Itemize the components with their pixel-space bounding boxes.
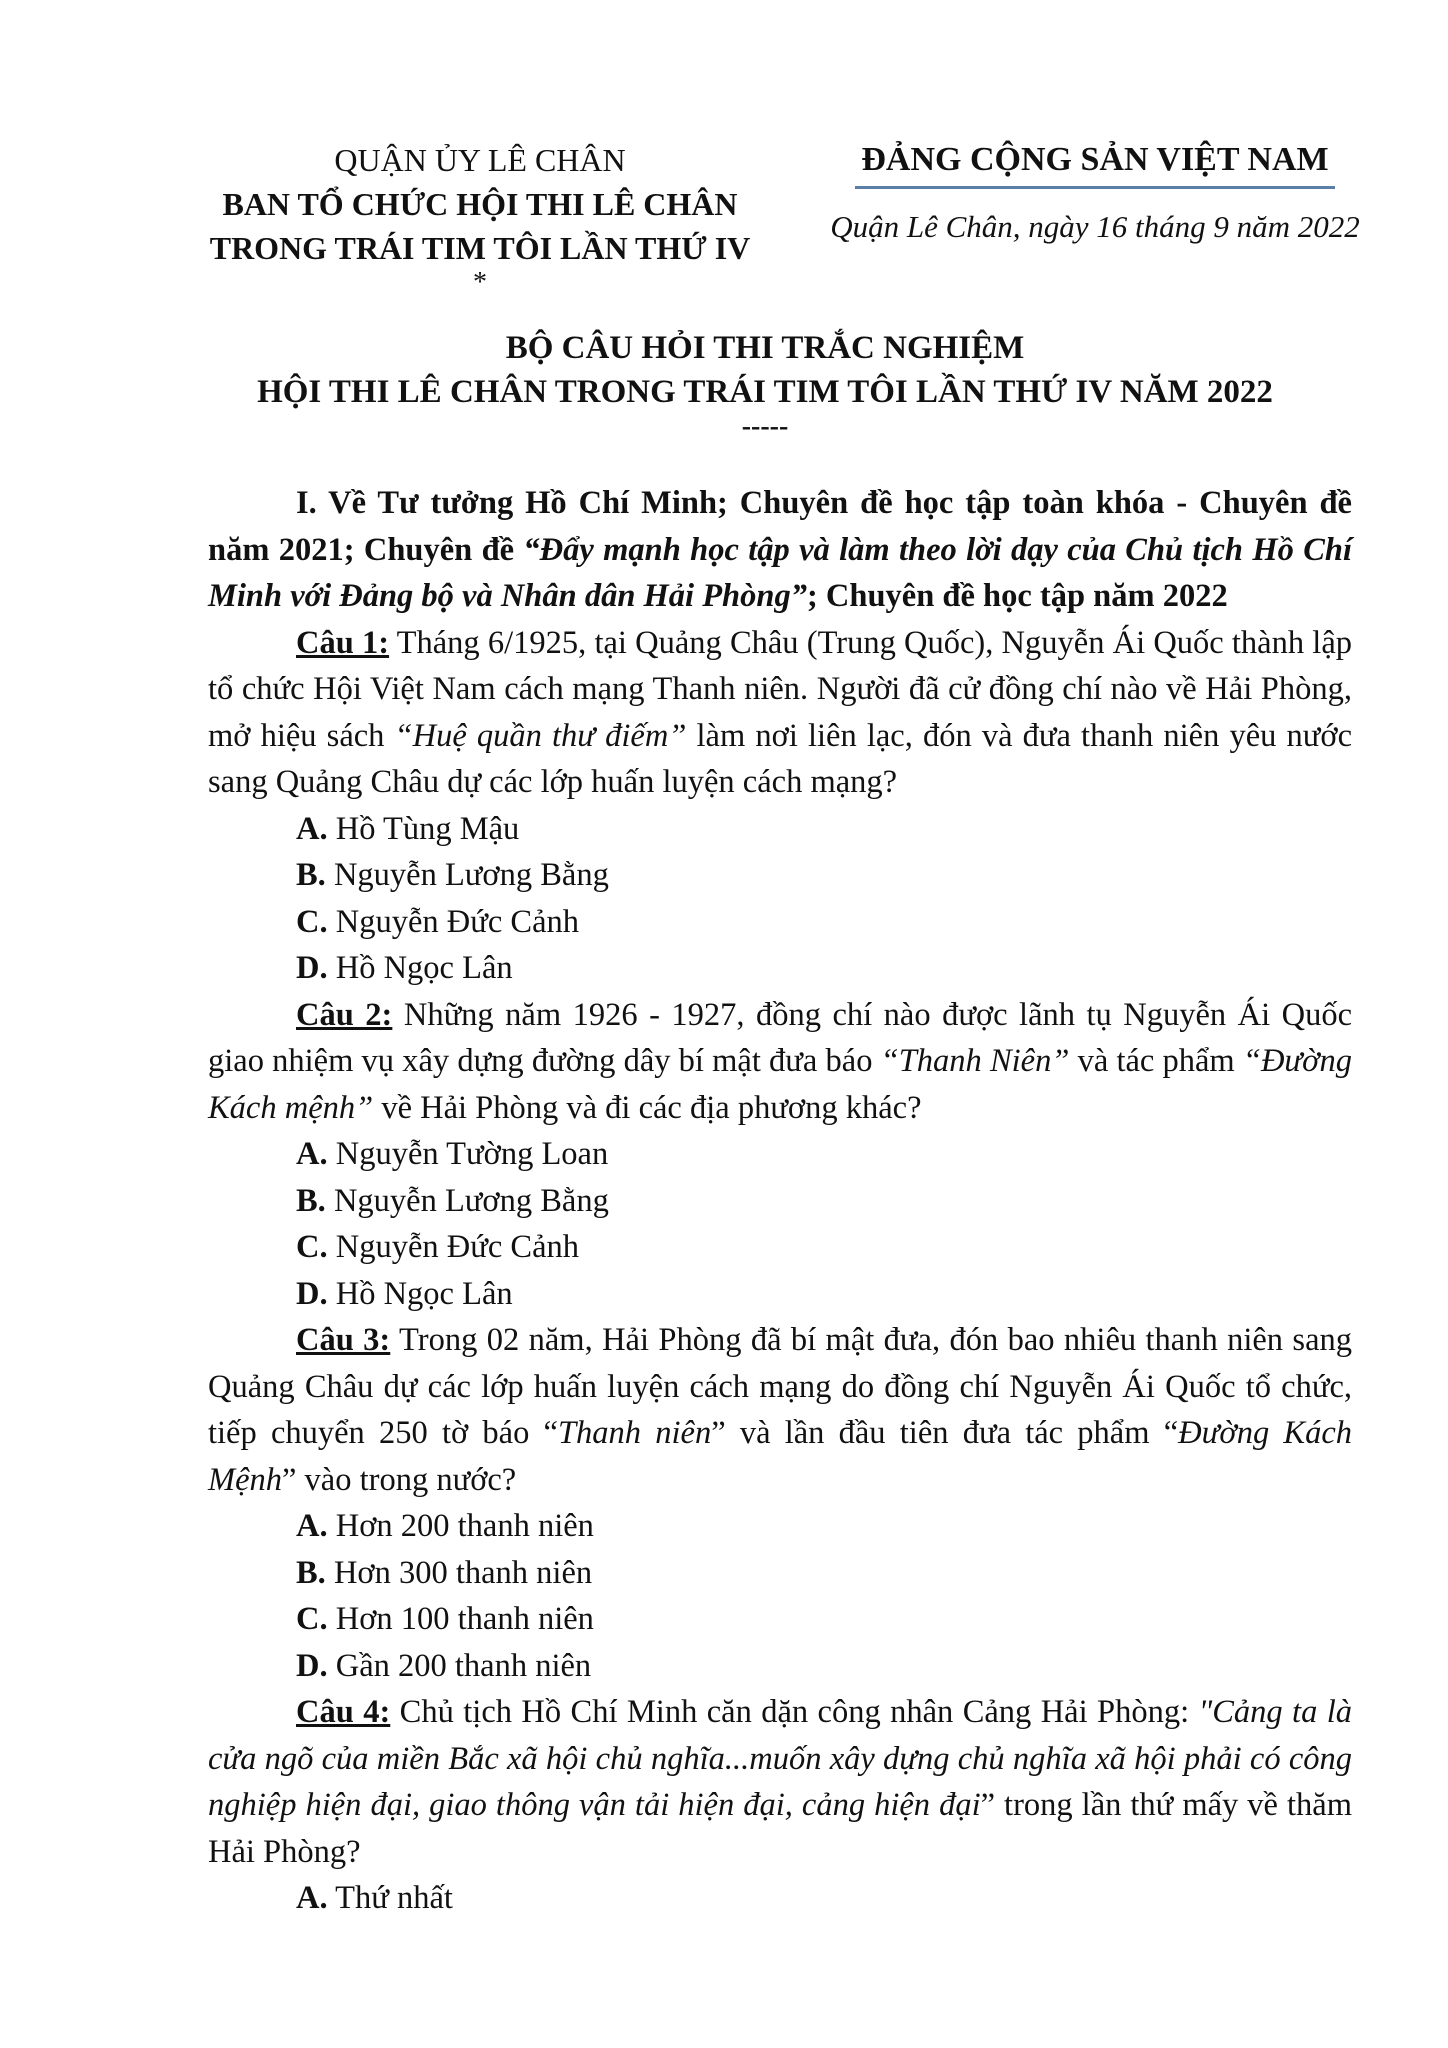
section-heading-italic: “Đẩy mạnh học tập và làm theo lời dạy của Chủ tịch Hồ Chí Minh với Đảng bộ và Nhân dân Hải Phòng” — [208, 531, 1352, 614]
option-text: Hồ Ngọc Lân — [327, 1275, 513, 1312]
question-text-italic: “Thanh Niên” — [880, 1043, 1070, 1079]
option-letter: C. — [296, 1601, 328, 1637]
question-label: Câu 3: — [296, 1322, 391, 1358]
option-text: Nguyễn Đức Cảnh — [327, 1229, 579, 1265]
option-text: Hơn 300 thanh niên — [325, 1554, 593, 1591]
section-heading — [208, 480, 1352, 620]
question-label: Câu 4: — [296, 1694, 391, 1730]
question-text-italic: Thanh niên — [557, 1415, 712, 1451]
option — [208, 1643, 1352, 1690]
option-letter: B. — [296, 857, 326, 893]
question-text: Tháng 6/1925, tại Quảng Châu (Trung Quốc), Nguyễn Ái Quốc thành lập tổ chức Hội Việt Nam cách mạng Thanh niên. Người đã cử đồng chí nào về Hải Phòng, mở hiệu sách — [208, 624, 1352, 754]
section-heading-text: I. Về Tư tưởng Hồ Chí Minh; Chuyên đề học tập toàn khóa - Chuyên đề năm 2021; Chuyên đề — [208, 485, 1352, 568]
option — [208, 1131, 1352, 1178]
question-text: và tác phẩm — [1069, 1043, 1243, 1079]
option-letter: C. — [296, 903, 328, 940]
question-3 — [208, 1317, 1352, 1503]
issuer-block — [180, 138, 780, 296]
option-text: Gần 200 thanh niên — [327, 1647, 592, 1684]
option — [208, 1596, 1352, 1643]
option — [208, 1875, 1352, 1922]
question-label: Câu 2: — [296, 996, 393, 1033]
question-text: Những năm 1926 - 1927, đồng chí nào được lãnh tụ Nguyễn Ái Quốc giao nhiệm vụ xây dựng đường dây bí mật đưa báo — [208, 996, 1352, 1079]
question-text: Trong 02 năm, Hải Phòng đã bí mật đưa, đón bao nhiêu thanh niên sang Quảng Châu dự các lớp huấn luyện cách mạng do đồng chí Nguyễn Ái Quốc tổ chức, tiếp chuyển 250 tờ báo “ — [208, 1322, 1352, 1451]
option-text: Nguyễn Tường Loan — [327, 1136, 609, 1172]
option — [208, 1550, 1352, 1597]
option-letter: C. — [296, 1229, 328, 1265]
title-line-1: BỘ CÂU HỎI THI TRẮC NGHIỆM — [505, 330, 1025, 366]
option — [208, 1503, 1352, 1550]
question-text: Chủ tịch Hồ Chí Minh căn dặn công nhân Cảng Hải Phòng: — [390, 1694, 1199, 1730]
option-text: Hồ Ngọc Lân — [327, 950, 513, 986]
question-text: làm nơi liên lạc, đón và đưa thanh niên yêu nước sang Quảng Châu dự các lớp huấn luyện cách mạng? — [208, 717, 1352, 800]
question-text: ” vào trong nước? — [282, 1461, 517, 1498]
title-line-2: HỘI THI LÊ CHÂN TRONG TRÁI TIM TÔI LẦN THỨ IV NĂM 2022 — [257, 374, 1273, 410]
party-name: ĐẢNG CỘNG SẢN VIỆT NAM — [855, 138, 1334, 189]
option-letter: A. — [296, 1136, 328, 1172]
option-letter: D. — [296, 1275, 328, 1312]
option-letter: B. — [296, 1554, 326, 1591]
question-text-italic: “Đường Kách mệnh” — [208, 1043, 1353, 1126]
option-letter: A. — [296, 810, 328, 847]
organizing-board: BAN TỔ CHỨC HỘI THI LÊ CHÂN — [222, 186, 738, 222]
title-separator: ----- — [741, 411, 789, 442]
section-heading-tail: ; Chuyên đề học tập năm 2022 — [806, 578, 1228, 614]
option — [208, 1271, 1352, 1318]
document-title — [180, 326, 1350, 440]
option-text: Hồ Tùng Mậu — [327, 810, 520, 847]
question-text-italic: "Cảng ta là cửa ngõ của miền Bắc xã hội chủ nghĩa...muốn xây dựng chủ nghĩa xã hội phải có công nghiệp hiện đại, giao thông vận tải hiện đại, cảng hiện đại — [208, 1694, 1353, 1823]
option — [208, 899, 1352, 946]
question-text: ” trong lần thứ mấy về thăm Hải Phòng? — [208, 1787, 1352, 1870]
question-text-italic: Đường Kách Mệnh — [208, 1415, 1353, 1498]
option — [208, 945, 1352, 992]
option — [208, 1178, 1352, 1225]
option — [208, 806, 1352, 853]
question-1 — [208, 620, 1352, 806]
question-4 — [208, 1689, 1352, 1875]
option-letter: D. — [296, 950, 328, 986]
question-text: về Hải Phòng và đi các địa phương khác? — [373, 1089, 922, 1126]
option-text: Nguyễn Lương Bằng — [325, 857, 609, 893]
question-text: ” và lần đầu tiên đưa tác phẩm “ — [711, 1415, 1179, 1451]
document-body — [208, 480, 1352, 1922]
option-text: Hơn 100 thanh niên — [327, 1601, 594, 1637]
option-letter: A. — [296, 1508, 328, 1544]
option-letter: D. — [296, 1647, 328, 1684]
question-label: Câu 1: — [296, 624, 390, 661]
asterisk-mark: * — [473, 267, 487, 298]
district-committee: QUẬN ỦY LÊ CHÂN — [334, 142, 626, 178]
option-letter: A. — [296, 1880, 328, 1916]
option-text: Nguyễn Lương Bằng — [325, 1182, 609, 1219]
party-block — [790, 138, 1400, 247]
place-date: Quận Lê Chân, ngày 16 tháng 9 năm 2022 — [830, 209, 1360, 244]
question-text-italic: “Huệ quần thư điếm” — [394, 717, 687, 754]
option — [208, 852, 1352, 899]
option-text: Thứ nhất — [327, 1880, 453, 1916]
organizing-board-cont: TRONG TRÁI TIM TÔI LẦN THỨ IV — [209, 230, 751, 266]
option-text: Hơn 200 thanh niên — [327, 1508, 594, 1544]
option-text: Nguyễn Đức Cảnh — [327, 903, 579, 940]
option — [208, 1224, 1352, 1271]
question-2 — [208, 992, 1352, 1132]
option-letter: B. — [296, 1182, 326, 1219]
